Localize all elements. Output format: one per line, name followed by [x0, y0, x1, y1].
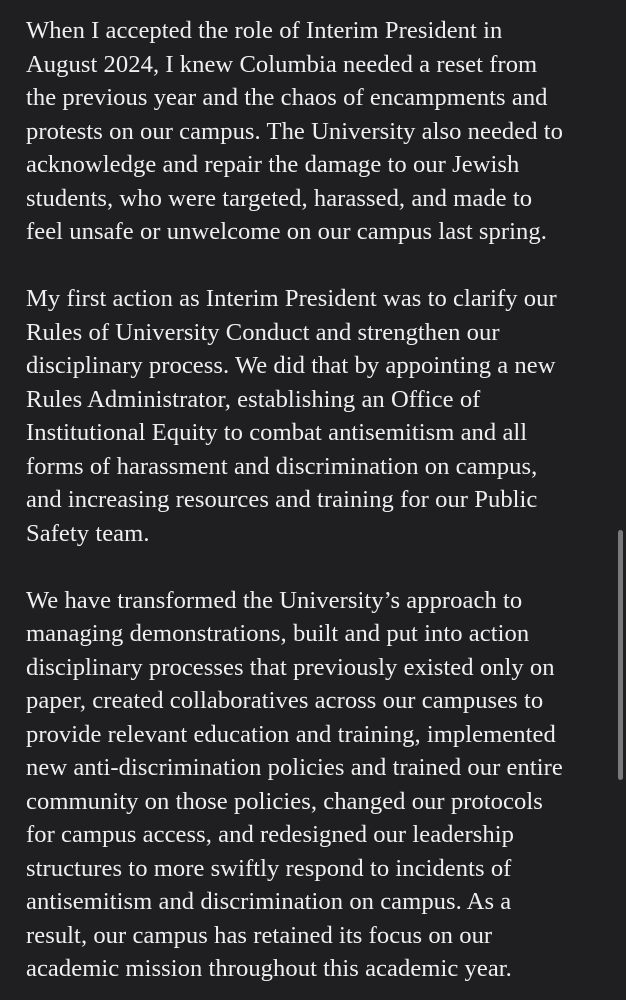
text-line: students, who were targeted, harassed, and made to — [26, 184, 533, 212]
text-line: for campus access, and redesigned our leadership — [26, 821, 514, 848]
text-line: and increasing resources and training for our Public — [26, 486, 538, 513]
text-line: antisemitism and discrimination on campus. As a — [26, 888, 512, 915]
text-line: protests on our campus. The University also needed to — [26, 117, 563, 145]
text-line: acknowledge and repair the damage to our Jewish — [26, 151, 520, 178]
text-line: academic mission throughout this academic year. — [26, 955, 512, 982]
text-line: new anti-discrimination policies and trained our entire — [26, 754, 563, 781]
text-line: feel unsafe or unwelcome on our campus last spring. — [26, 218, 547, 245]
text-line: result, our campus has retained its focus on our — [26, 921, 493, 949]
text-line: structures to more swiftly respond to incidents of — [26, 854, 512, 882]
text-line: disciplinary process. We did that by appointing a new — [26, 352, 556, 379]
text-line: Safety team. — [26, 519, 150, 547]
text-line: forms of harassment and discrimination on campus, — [26, 452, 538, 480]
text-line: the previous year and the chaos of encampments and — [26, 84, 548, 111]
text-line: community on those policies, changed our protocols — [26, 787, 543, 815]
text-line: My first action as Interim President was to clarify our — [26, 285, 557, 312]
text-line: Institutional Equity to combat antisemitism and all — [26, 419, 528, 446]
text-line: August 2024, I knew Columbia needed a reset from — [26, 50, 538, 78]
text-line: paper, created collaboratives across our campuses to — [26, 687, 544, 714]
paragraph-2 — [26, 282, 608, 550]
text-line: We have transformed the University’s approach to — [26, 586, 523, 614]
text-line: Rules of University Conduct and strengthen our — [26, 318, 500, 346]
vertical-scrollbar[interactable] — [618, 530, 623, 780]
text-line: Rules Administrator, establishing an Office of — [26, 385, 481, 413]
text-line: When I accepted the role of Interim President in — [26, 17, 503, 44]
text-line: managing demonstrations, built and put into action — [26, 620, 530, 647]
paragraph-3 — [26, 584, 608, 986]
text-line: provide relevant education and training, implemented — [26, 720, 556, 748]
paragraph-1 — [26, 14, 608, 249]
text-line: disciplinary processes that previously existed only on — [26, 653, 555, 681]
